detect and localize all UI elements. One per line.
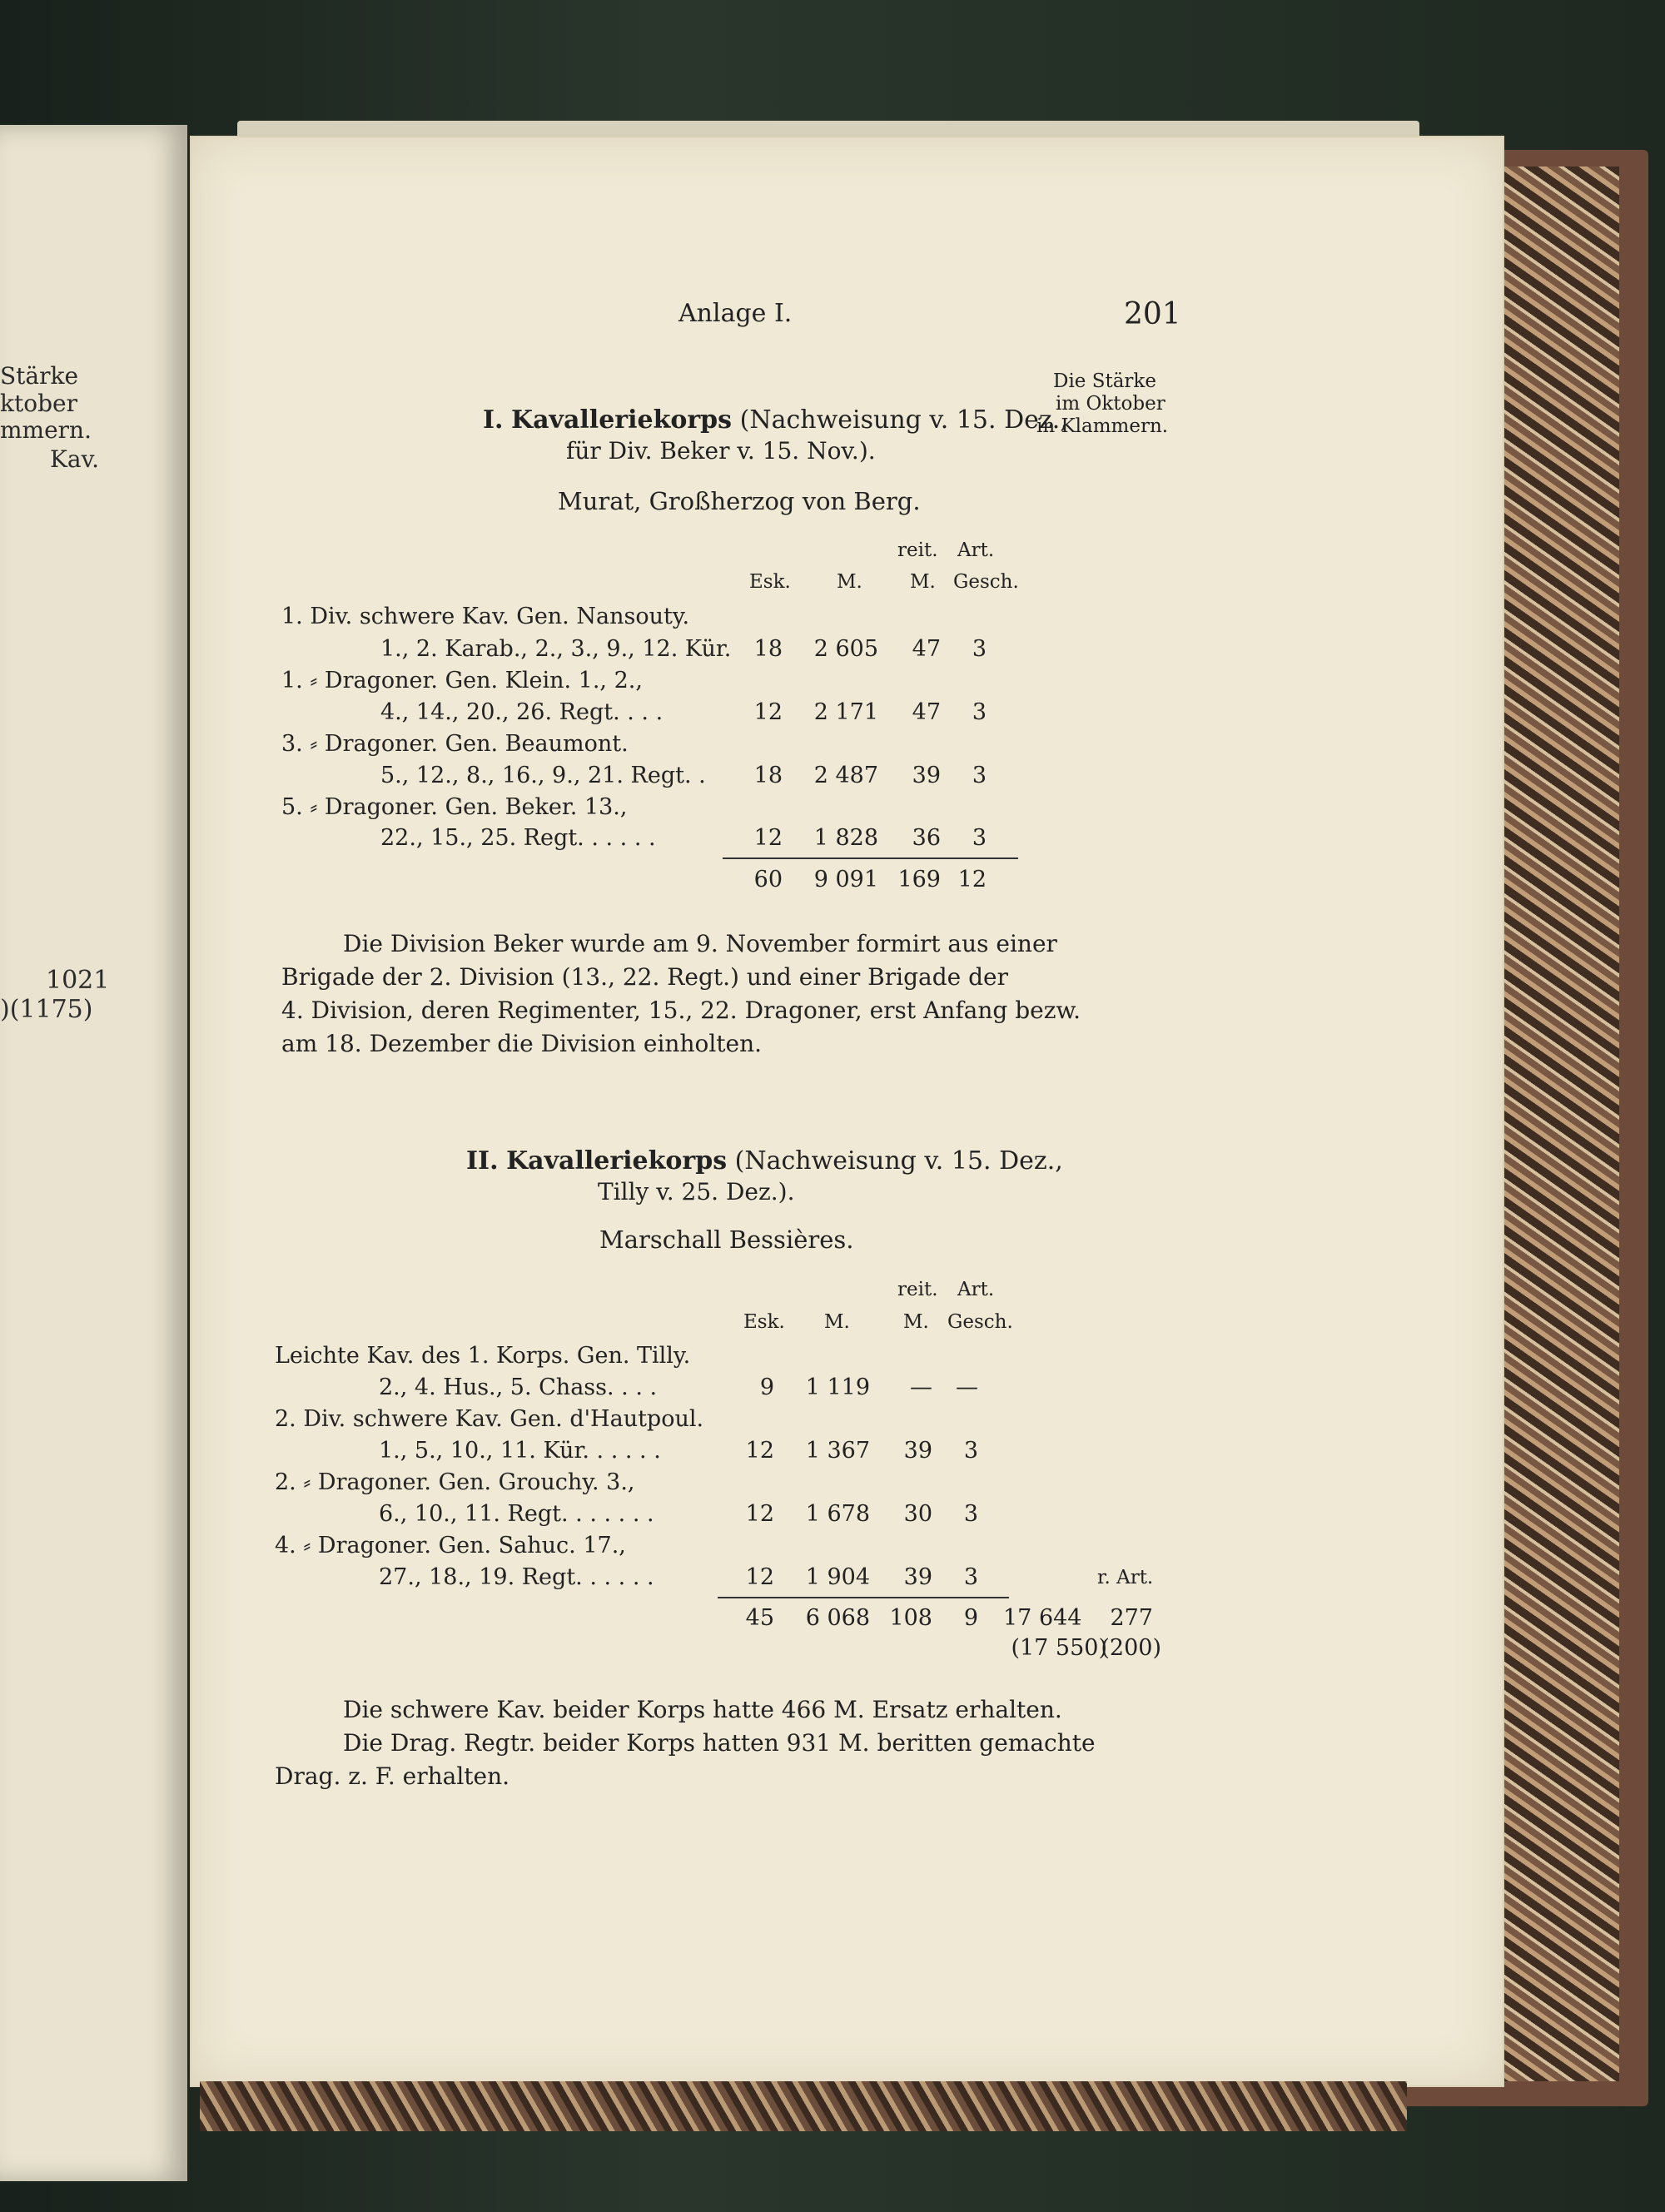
cell-gesch: 3	[963, 1564, 978, 1590]
cell-m: 1 828	[813, 825, 878, 851]
october-art: (200)	[1101, 1635, 1161, 1661]
total-esk: 60	[753, 867, 783, 892]
left-number: )(1175)	[0, 995, 93, 1024]
col-header-gesch: Gesch.	[953, 571, 1019, 593]
section1-title: Kavalleriekorps	[511, 405, 733, 435]
cell-rm: 39	[903, 1564, 932, 1590]
cell-esk: 12	[753, 825, 783, 851]
total-art: 277	[1110, 1605, 1153, 1631]
note-line: Die schwere Kav. beider Korps hatte 466 M. Ersatz erhalten.	[343, 1696, 1062, 1723]
side-note-line: Die Stärke	[1053, 370, 1156, 392]
table-row-label: 22., 15., 25. Regt. . . . . .	[380, 825, 656, 851]
left-line: mmern.	[0, 416, 92, 444]
table-row-label: 4., 14., 20., 26. Regt. . . .	[380, 699, 664, 725]
total-rm: 169	[897, 867, 941, 892]
note-line: Die Drag. Regtr. beider Korps hatten 931 M. beritten gemachte	[343, 1729, 1096, 1757]
col-header-esk: Esk.	[743, 1311, 785, 1333]
table-row-label: 1., 5., 10., 11. Kür. . . . . .	[379, 1438, 661, 1464]
col-header-m: M.	[837, 571, 862, 593]
section2-heading	[466, 1146, 1063, 1176]
total-m: 6 068	[805, 1605, 870, 1631]
cell-gesch: 3	[963, 1501, 978, 1527]
col-header-art: Art.	[957, 539, 995, 561]
table-row-label: 5. ⸗ Dragoner. Gen. Beker. 13.,	[281, 794, 628, 820]
table-row-label: 2. ⸗ Dragoner. Gen. Grouchy. 3.,	[275, 1469, 635, 1495]
total-rule	[723, 857, 1018, 859]
cell-rm: 39	[912, 763, 941, 788]
col-header-m2: M.	[910, 571, 936, 593]
total-rm: 108	[889, 1605, 932, 1631]
marbled-edge	[1494, 167, 1619, 2081]
table-row-label: 2., 4. Hus., 5. Chass. . . .	[379, 1374, 658, 1400]
cell-m: 1 678	[805, 1501, 870, 1527]
bottom-marbled-edge	[200, 2081, 1407, 2131]
cell-gesch: 3	[972, 825, 987, 851]
section2-heading-line2: Tilly v. 25. Dez.).	[598, 1178, 795, 1205]
page-number: 201	[1124, 297, 1181, 331]
cell-m: 1 367	[805, 1438, 870, 1464]
cell-esk: 9	[759, 1374, 774, 1400]
cell-m: 2 487	[813, 763, 878, 788]
cell-m: 2 171	[813, 699, 878, 725]
section1-heading-line2: für Div. Beker v. 15. Nov.).	[566, 437, 876, 465]
table-row-label: 2. Div. schwere Kav. Gen. d'Hautpoul.	[275, 1406, 704, 1432]
left-facing-page	[0, 125, 187, 2181]
cell-esk: 12	[745, 1564, 774, 1590]
total-m: 9 091	[813, 867, 878, 892]
table-row-label: Leichte Kav. des 1. Korps. Gen. Tilly.	[275, 1343, 691, 1369]
table-row-label: 1., 2. Karab., 2., 3., 9., 12. Kür.	[380, 636, 732, 662]
col-header-m: M.	[824, 1311, 850, 1333]
left-line: Stärke	[0, 362, 79, 390]
cell-rm: 47	[912, 636, 941, 662]
col-header-gesch: Gesch.	[947, 1311, 1013, 1333]
cell-rm: —	[910, 1374, 932, 1400]
cell-esk: 12	[745, 1501, 774, 1527]
table-row-label: 27., 18., 19. Regt. . . . . .	[379, 1564, 654, 1590]
cell-rm: 36	[912, 825, 941, 851]
section1-subtitle: (Nachweisung v. 15. Dez.,	[739, 405, 1068, 435]
side-note-line: im Oktober	[1056, 393, 1166, 415]
note-line: Drag. z. F. erhalten.	[275, 1762, 510, 1790]
side-note-line: in Klammern.	[1036, 415, 1169, 437]
left-line: Kav.	[50, 445, 100, 473]
col-header-reit: reit.	[897, 1279, 938, 1300]
table-row-label: 1. Div. schwere Kav. Gen. Nansouty.	[281, 604, 690, 629]
note-line: 4. Division, deren Regimenter, 15., 22. Dragoner, erst Anfang bezw.	[281, 997, 1081, 1024]
col-header-m2: M.	[903, 1311, 929, 1333]
total-gesch: 9	[963, 1605, 978, 1631]
cell-m: 1 119	[805, 1374, 870, 1400]
cell-gesch: —	[956, 1374, 978, 1400]
section2-roman: II.	[466, 1146, 499, 1176]
cell-gesch: 3	[972, 699, 987, 725]
note-line: am 18. Dezember die Division einholten.	[281, 1030, 763, 1057]
col-header-reit: reit.	[897, 539, 938, 561]
section1-commander: Murat, Großherzog von Berg.	[558, 487, 921, 515]
right-label-art: r. Art.	[1097, 1567, 1154, 1588]
cell-esk: 12	[745, 1438, 774, 1464]
cell-m: 2 605	[813, 636, 878, 662]
left-number: 1021	[46, 966, 110, 995]
col-header-esk: Esk.	[749, 571, 791, 593]
cell-rm: 39	[903, 1438, 932, 1464]
page-header-title: Anlage I.	[678, 299, 793, 328]
cell-esk: 18	[753, 763, 783, 788]
cell-m: 1 904	[805, 1564, 870, 1590]
table-row-label: 6., 10., 11. Regt. . . . . . .	[379, 1501, 654, 1527]
total-sum: 17 644	[1003, 1605, 1082, 1631]
section2-subtitle: (Nachweisung v. 15. Dez.,	[734, 1146, 1063, 1176]
cell-rm: 30	[903, 1501, 932, 1527]
section1-heading	[483, 405, 1068, 435]
cell-esk: 18	[753, 636, 783, 662]
october-sum: (17 550)	[1011, 1635, 1107, 1661]
table-row-label: 4. ⸗ Dragoner. Gen. Sahuc. 17.,	[275, 1533, 626, 1558]
section2-commander: Marschall Bessières.	[599, 1225, 854, 1254]
note-line: Brigade der 2. Division (13., 22. Regt.) und einer Brigade der	[281, 963, 1008, 991]
table-row-label: 1. ⸗ Dragoner. Gen. Klein. 1., 2.,	[281, 668, 643, 693]
table-row-label: 5., 12., 8., 16., 9., 21. Regt. .	[380, 763, 706, 788]
table-row-label: 3. ⸗ Dragoner. Gen. Beaumont.	[281, 731, 629, 757]
note-line: Die Division Beker wurde am 9. November formirt aus einer	[343, 930, 1057, 957]
total-esk: 45	[745, 1605, 774, 1631]
cell-esk: 12	[753, 699, 783, 725]
cell-rm: 47	[912, 699, 941, 725]
left-line: ktober	[0, 390, 77, 417]
section2-title: Kavalleriekorps	[506, 1146, 728, 1176]
cell-gesch: 3	[972, 763, 987, 788]
cell-gesch: 3	[963, 1438, 978, 1464]
col-header-art: Art.	[957, 1279, 995, 1300]
total-rule	[718, 1597, 1009, 1598]
cell-gesch: 3	[972, 636, 987, 662]
total-gesch: 12	[957, 867, 987, 892]
section1-roman: I.	[483, 405, 504, 435]
